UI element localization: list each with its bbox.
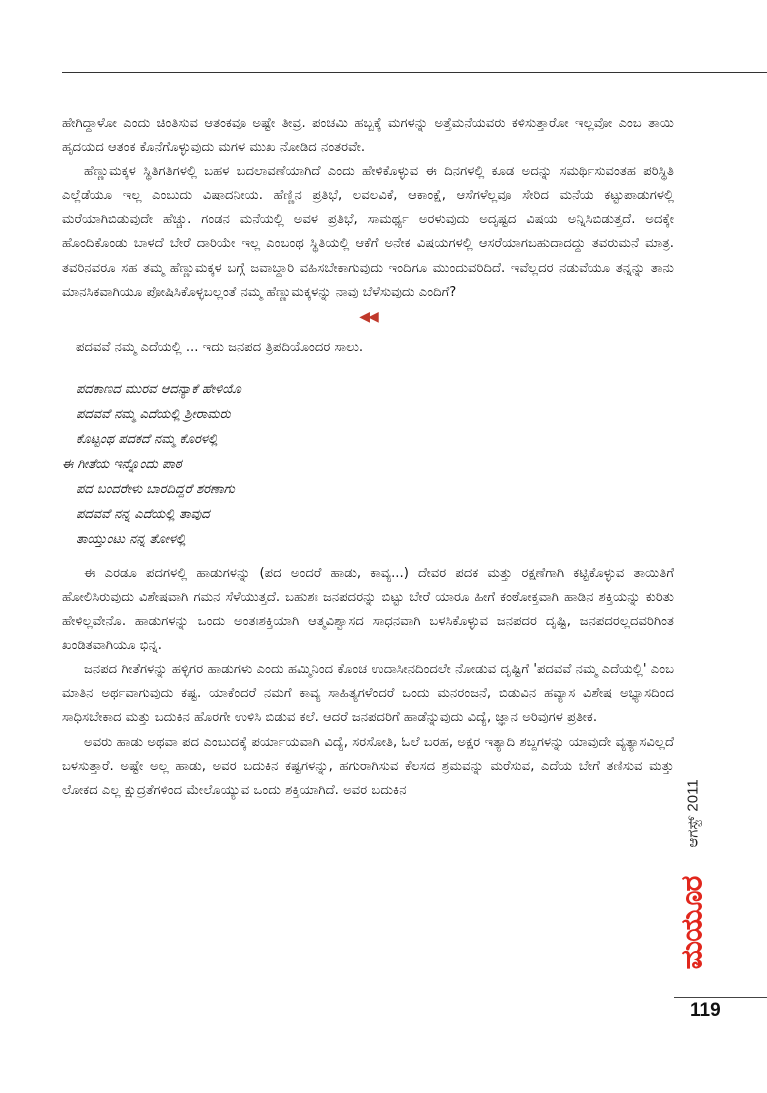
paragraph: ಹೆಣ್ಣುಮಕ್ಕಳ ಸ್ಥಿತಿಗತಿಗಳಲ್ಲಿ ಬಹಳ ಬದಲಾವಣೆಯಾಗಿದೆ ಎಂದು ಹೇಳಿಕೊಳ್ಳುವ ಈ ದಿನಗಳಲ್ಲಿ ಕೂಡ ಅದನ್ನು ಸಮರ್ಥಿಸುವಂತಹ ಪರಿಸ್ಥಿತಿ ಎಲ್ಲೆಡೆಯೂ ಇಲ್ಲ ಎಂಬುದು ವಿಷಾದನೀಯ. ಹೆಣ್ಣಿನ ಪ್ರತಿಭೆ, ಲವಲವಿಕೆ, ಆಕಾಂಕ್ಷೆ, ಆಸೆಗಳೆಲ್ಲವೂ ಸೇರಿದ ಮನೆಯ ಕಟ್ಟುಪಾಡುಗಳಲ್ಲಿ ಮರೆಯಾಗಿಬಿಡುವುದೇ ಹೆಚ್ಚು. ಗಂಡನ ಮನೆಯಲ್ಲಿ ಅವಳ ಪ್ರತಿಭೆ, ಸಾಮರ್ಥ್ಯ ಅರಳುವುದು ಅದೃಷ್ಟದ ವಿಷಯ ಅನ್ನಿಸಿಬಿಡುತ್ತದೆ. ಅದಕ್ಕೇ ಹೊಂದಿಕೊಂಡು ಬಾಳದೆ ಬೇರೆ ದಾರಿಯೇ ಇಲ್ಲ ಎಂಬಂಥ ಸ್ಥಿತಿಯಲ್ಲಿ ಆಕೆಗೆ ಅನೇಕ ವಿಷಯಗಳಲ್ಲಿ ಆಸರೆಯಾಗಬಹುದಾದದ್ದು ತವರುಮನೆ ಮಾತ್ರ. ತವರಿನವರೂ ಸಹ ತಮ್ಮ ಹೆಣ್ಣುಮಕ್ಕಳ ಬಗ್ಗೆ ಜವಾಬ್ದಾರಿ ವಹಿಸಬೇಕಾಗುವುದು ಇಂದಿಗೂ ಮುಂದುವರಿದಿದೆ. ಇವೆಲ್ಲದರ ನಡುವೆಯೂ ತನ್ನನ್ನು ತಾನು ಮಾನಸಿಕವಾಗಿಯೂ ಪೋಷಿಸಿಕೊಳ್ಳಬಲ್ಲಂತೆ ನಮ್ಮ ಹೆಣ್ಣುಮಕ್ಕಳನ್ನು ನಾವು ಬೆಳೆಸುವುದು ಎಂದಿಗೆ? (62, 164, 674, 300)
folk-song-intro: ಪದವವೆ ನಮ್ಮ ಎದೆಯಲ್ಲಿ ... ಇದು ಜನಪದ ತ್ರಿಪದಿಯೊಂದರ ಸಾಲು. (76, 339, 364, 355)
footer-divider (674, 997, 767, 998)
poem-line: ಪದ ಬಂದರೇಳು ಬಾರದಿದ್ದರೆ ಶರಣಾಗು (76, 481, 235, 497)
poem-line: ಪದವವೆ ನಮ್ಮ ಎದೆಯಲ್ಲಿ ಶ್ರೀರಾಮರು (76, 406, 231, 422)
page-number: 119 (690, 1000, 721, 1021)
poem-line: ಪದವವೆ ನನ್ನ ಎದೆಯಲ್ಲಿ ತಾವುದ (76, 506, 210, 522)
paragraph: ಹೇಗಿದ್ದಾಳೋ ಎಂದು ಚಿಂತಿಸುವ ಆತಂಕವೂ ಅಷ್ಟೇ ತೀವ್ರ. ಪಂಚಮಿ ಹಬ್ಬಕ್ಕೆ ಮಗಳನ್ನು ಅತ್ತೆಮನೆಯವರು ಕಳಿಸುತ್ತಾರೋ ಇಲ್ಲವೋ ಎಂಬ ತಾಯಿ ಹೃದಯದ ಆತಂಕ ಕೊನೆಗೊಳ್ಳುವುದು ಮಗಳ ಮುಖ ನೋಡಿದ ನಂತರವೇ. (62, 116, 674, 156)
magazine-name: ಮಯೂರ (674, 876, 710, 970)
article-body (62, 112, 674, 803)
paragraph: ಅವರು ಹಾಡು ಅಥವಾ ಪದ ಎಂಬುದಕ್ಕೆ ಪರ್ಯಾಯವಾಗಿ ವಿದ್ಯೆ, ಸರಸೋತಿ, ಓಲೆ ಬರಹ, ಅಕ್ಷರ ಇತ್ಯಾದಿ ಶಬ್ದಗಳನ್ನು ಯಾವುದೇ ವ್ಯತ್ಯಾಸವಿಲ್ಲದೆ ಬಳಸುತ್ತಾರೆ. ಅಷ್ಟೇ ಅಲ್ಲ ಹಾಡು, ಅವರ ಬದುಕಿನ ಕಷ್ಟಗಳನ್ನು, ಹಗುರಾಗಿಸುವ ಕೆಲಸದ ಶ್ರಮವನ್ನು ಮರೆಸುವ, ಎದೆಯ ಬೇಗೆ ತಣಿಸುವ ಮತ್ತು ಲೋಕದ ಎಲ್ಲ ಕ್ಷುದ್ರತೆಗಳಿಂದ ಮೇಲೊಯ್ಯುವ ಒಂದು ಶಕ್ತಿಯಾಗಿದೆ. ಅವರ ಬದುಕಿನ (62, 734, 674, 798)
section-break-icon: ◀◀ (359, 308, 377, 325)
poem-line: ಪದಕಾಣದ ಮುರವ ಆದನ್ಯಾಕೆ ಹೇಳಿಯೊ (76, 381, 241, 397)
poem-line: ತಾಯ್ತುಂಟು ನನ್ನ ತೋಳಲ್ಲಿ (76, 531, 186, 547)
paragraph: ಈ ಎರಡೂ ಪದಗಳಲ್ಲಿ ಹಾಡುಗಳನ್ನು (ಪದ ಅಂದರೆ ಹಾಡು, ಕಾವ್ಯ...) ದೇವರ ಪದಕ ಮತ್ತು ರಕ್ಷಣೆಗಾಗಿ ಕಟ್ಟಿಕೊಳ್ಳುವ ತಾಯಿತಿಗೆ ಹೋಲಿಸಿರುವುದು ವಿಶೇಷವಾಗಿ ಗಮನ ಸೆಳೆಯುತ್ತದೆ. ಬಹುಶಃ ಜನಪದರನ್ನು ಬಿಟ್ಟು ಬೇರೆ ಯಾರೂ ಹೀಗೆ ಕಂಠೋಕ್ತವಾಗಿ ಹಾಡಿನ ಶಕ್ತಿಯನ್ನು ಕುರಿತು ಹೇಳಿಲ್ಲವೇನೊ. ಹಾಡುಗಳನ್ನು ಒಂದು ಅಂತಃಶಕ್ತಿಯಾಗಿ ಆತ್ಮವಿಶ್ವಾಸದ ಸಾಧನವಾಗಿ ಬಳಸಿಕೊಳ್ಳುವ ಜನಪದರ ದೃಷ್ಟಿ, ಜನಪದರಲ್ಲದವರಿಗಿಂತ ಖಂಡಿತವಾಗಿಯೂ ಭಿನ್ನ. (62, 565, 674, 654)
paragraph: ಜನಪದ ಗೀತೆಗಳನ್ನು ಹಳ್ಳಿಗರ ಹಾಡುಗಳು ಎಂದು ಹಮ್ಮಿನಿಂದ ಕೊಂಚ ಉದಾಸೀನದಿಂದಲೇ ನೋಡುವ ದೃಷ್ಟಿಗೆ 'ಪದವವೆ ನಮ್ಮ ಎದೆಯಲ್ಲಿ' ಎಂಬ ಮಾತಿನ ಅರ್ಥವಾಗುವುದು ಕಷ್ಟ. ಯಾಕೆಂದರೆ ನಮಗೆ ಕಾವ್ಯ ಸಾಹಿತ್ಯಗಳೆಂದರೆ ಒಂದು ಮನರಂಜನೆ, ಬಿಡುವಿನ ಹವ್ಯಾಸ ವಿಶೇಷ ಅಭ್ಯಾಸದಿಂದ ಸಾಧಿಸಬೇಕಾದ ಮತ್ತು ಬದುಕಿನ ಹೊರಗೇ ಉಳಿಸಿ ಬಿಡುವ ಕಲೆ. ಆದರೆ ಜನಪದರಿಗೆ ಹಾಡೆನ್ನುವುದು ವಿದ್ಯೆ, ಜ್ಞಾನ ಅರಿವುಗಳ ಪ್ರತೀಕ. (62, 662, 674, 726)
poem-line: ಕೊಟ್ಟಂಥ ಪದಕದೆ ನಮ್ಮ ಕೊರಳಲ್ಲಿ (76, 431, 218, 447)
top-divider (62, 72, 767, 73)
poem-variant-intro: ಈ ಗೀತೆಯ ಇನ್ನೊಂದು ಪಾಠ (62, 456, 182, 472)
issue-date (682, 778, 704, 848)
issue-date-text: ಆಗಸ್ಟ್ 2011 (684, 778, 702, 848)
folk-poem (62, 377, 674, 552)
magazine-logo (676, 853, 708, 993)
